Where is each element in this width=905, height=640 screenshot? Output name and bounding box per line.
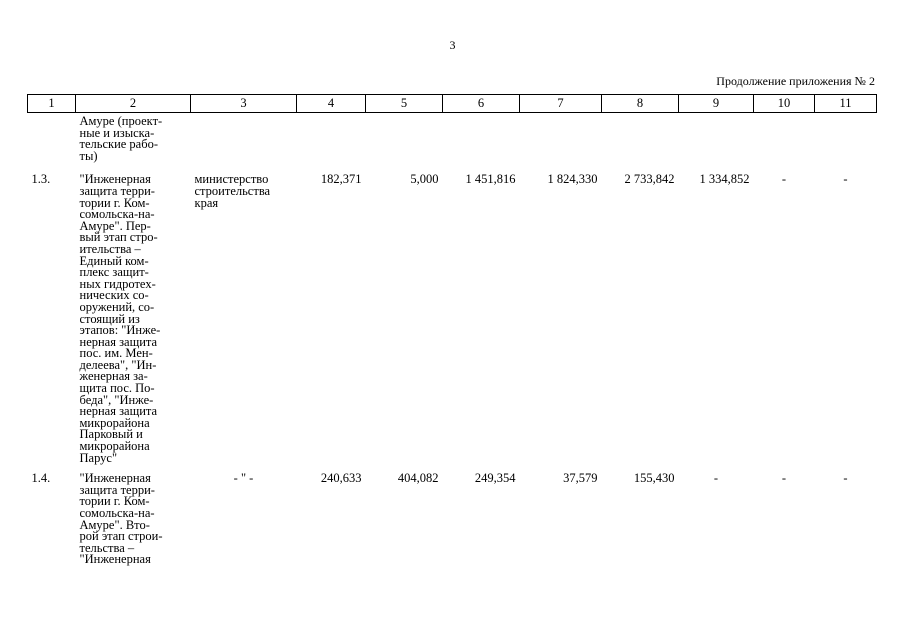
column-header: 2: [76, 95, 191, 113]
row-value: 37,579: [563, 471, 598, 486]
row-value: 155,430: [633, 471, 675, 486]
column-header: 10: [754, 95, 815, 113]
row-value: [297, 113, 366, 173]
row-number: 1.3.: [31, 172, 51, 187]
row-value: [366, 113, 443, 173]
row-executor: - " -: [233, 471, 254, 486]
column-header: 6: [443, 95, 520, 113]
row-name: "Инженерная защита терри- тории г. Ком- сомольска-на- Амуре". Вто- рой этап строи- тельства – "Инженерная: [79, 471, 163, 567]
row-value: [602, 113, 679, 173]
column-header: 5: [366, 95, 443, 113]
row-value: 2 733,842: [624, 172, 675, 187]
row-value: 1 334,852: [699, 172, 750, 187]
column-header: 7: [520, 95, 602, 113]
row-value: [520, 113, 602, 173]
row-name: "Инженерная защита терри- тории г. Ком- сомольска-на- Амуре". Пер- вый этап стро- ительства – Единый ком- плекс защит- ных гидротех- нических со- оружений, со- стоящий из этапов: "Инже- нерная защита пос. им. Мен- делеева", "Ин- женерная за- щита пос. По- беда", "Инже- нерная защита микрорайона Парковый и микрорайона Парус": [79, 172, 161, 465]
row-value: 249,354: [474, 471, 516, 486]
row-value: -: [713, 471, 719, 486]
appendix-continuation-label: Продолжение приложения № 2: [716, 74, 875, 88]
column-header: 8: [602, 95, 679, 113]
row-value: -: [843, 172, 848, 187]
column-header: 1: [28, 95, 76, 113]
row-executor: [191, 113, 297, 173]
row-value: -: [781, 172, 787, 187]
row-value: [679, 113, 754, 173]
column-header: 11: [815, 95, 877, 113]
row-value: [754, 113, 815, 173]
row-value: [815, 113, 877, 173]
row-number: [28, 113, 76, 173]
row-value: 1 451,816: [465, 172, 516, 187]
page-number: 3: [449, 38, 456, 52]
table-row-continuation: [28, 113, 877, 173]
row-value: 404,082: [397, 471, 439, 486]
row-value: -: [843, 471, 848, 486]
row-value: 182,371: [320, 172, 362, 187]
column-number-header: [28, 95, 877, 113]
column-header: 9: [679, 95, 754, 113]
row-executor: министерство строительства края: [194, 172, 271, 210]
column-header: 3: [191, 95, 297, 113]
appendix-table: [27, 94, 877, 566]
column-header: 4: [297, 95, 366, 113]
row-value: [443, 113, 520, 173]
row-number: 1.4.: [31, 471, 51, 486]
row-value: 240,633: [320, 471, 362, 486]
table-row-1-4: [28, 473, 877, 566]
row-value: 5,000: [410, 172, 439, 187]
row-value: 1 824,330: [547, 172, 598, 187]
table-row-1-3: [28, 172, 877, 473]
row-name: Амуре (проект- ные и изыска- тельские рабо- ты): [79, 114, 163, 163]
row-value: -: [781, 471, 787, 486]
